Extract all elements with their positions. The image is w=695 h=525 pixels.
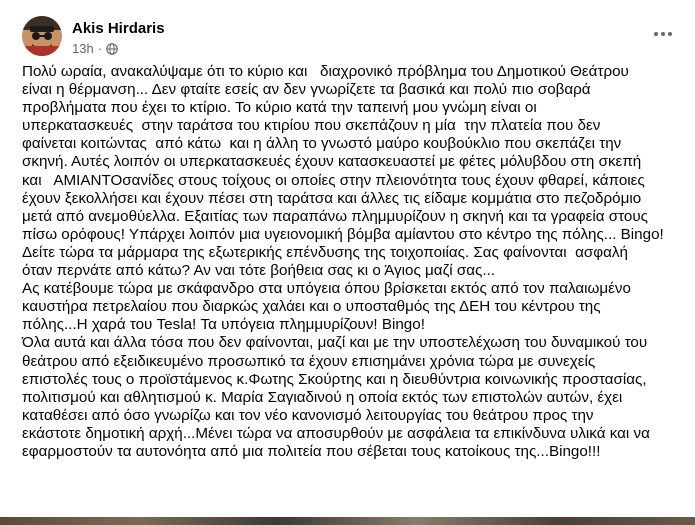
post-text-line: Ας κατέβουμε τώρα με σκάφανδρο στα υπόγεια όπου βρίσκεται εκτός από τον παλαιωμένο [22, 280, 631, 298]
post-meta [72, 41, 118, 56]
post-text-line: επιστολές τους ο προϊστάμενος κ.Φωτης Σκούρτης και η διευθύντρια κοινωνικής προστασίας, [22, 370, 647, 388]
more-options-icon[interactable] [651, 24, 675, 44]
post-text-line: είναι η θέρμανση... Δεν φταίτε εσείς αν δεν γνωρίζετε τα βασικά και πολύ πιο σοβαρά [22, 81, 591, 99]
avatar-image [22, 16, 62, 56]
post-text-line: Όλα αυτά και άλλα τόσα που δεν φαίνονται, μαζί και με την υποστελέχωση του δυναμικού του [22, 334, 648, 352]
post-text-line: όταν περνάτε από κάτω? Αν ναι τότε βοήθεια σας κι ο Άγιος μαζί σας... [22, 262, 495, 280]
author-avatar[interactable] [22, 16, 62, 56]
post-timestamp[interactable]: 13h [72, 41, 94, 56]
author-name[interactable]: Akis Hirdaris [72, 20, 165, 37]
post-text-line: πίσω ορόφους! Υπάρχει λοιπόν μια υγειονομική βόμβα αμίαντου στο κέντρο της πόλης... Bingo! [22, 225, 664, 243]
post-header [18, 14, 681, 58]
post-text-line: πολιτισμού και αθλητισμού κ. Μαρία Σαγιαδινού η οποία εκτός των επιστολών αυτών, έχει [22, 388, 623, 406]
post-text-line: εκάστοτε δημοτική αρχή...Μένει τώρα να αποσυρθούν με ασφάλεια τα επικίνδυνα υλικά και να [22, 424, 650, 442]
post-image-preview[interactable] [0, 517, 695, 525]
post-text-line: εφαρμοστούν τα αυτονόητα από μια πολιτεία που σέβεται τους κατοίκους της...Bingo!!! [22, 442, 601, 460]
post-text-line: προβλήματα που έχει το κτίριο. Το κύριο κατά την ταπεινή μου γνώμη είναι οι [22, 99, 537, 117]
post-text-line: Δείτε τώρα τα μάρμαρα της εξωτερικής επένδυσης της τοιχοποιίας. Σας φαίνονται ασφαλή [22, 243, 628, 261]
post-text-line: Πολύ ωραία, ανακαλύψαμε ότι το κύριο και διαχρονικό πρόβλημα του Δημοτικού Θεάτρου [22, 63, 629, 80]
post-text-line: πόλης...Η χαρά του Tesla! Τα υπόγεια πλημμυρίζουν! Bingo! [22, 316, 425, 334]
globe-icon [106, 43, 118, 55]
post-text-line: έχουν ξεκολλήσει και έχουν πέσει στη ταράτσα και άλλες τις είδαμε κομμάτια στο πεζοδρόμιο [22, 189, 642, 207]
post-text-line: φαίνεται κοιτώντας από κάτω και η άλλη το γνωστό μαύρο κουβούκλιο που σκεπάζει την [22, 135, 622, 153]
post-text-line: σκηνή. Αυτές λοιπόν οι υπερκατασκευές έχουν κατασκευαστεί με φέτες μόλυβδου στη σκεπή [22, 153, 642, 171]
post-text-line: υπερκατασκευές στην ταράτσα του κτιρίου που σκεπάζουν η μία την πλατεία που δεν [22, 117, 601, 135]
post-body [22, 63, 682, 461]
post-text-line: και ΑΜΙΑΝΤΟσανίδες στους τοίχους οι οποίες στην πλειονότητα τους έχουν φθαρεί, κάποιες [22, 171, 645, 189]
post-text-line: καυστήρα πετρελαίου που διαρκώς χαλάει και ο υποσταθμός της ΔΕΗ του κέντρου της [22, 298, 601, 316]
post-text-line: μετά από ανεμοθύελλα. Εξαιτίας των παραπάνω πλημμυρίζουν η σκηνή και τα γραφεία στους [22, 207, 648, 225]
post-text-line: καταθέσει από όσο γνωρίζω και τον νέο κανονισμό λειτουργίας του θεάτρου προς την [22, 406, 594, 424]
meta-separator: · [97, 41, 103, 56]
post-text-line: θεάτρου από εξειδικευμένο προσωπικό τα έχουν επισημάνει χρόνια τώρα με συνεχείς [22, 352, 596, 370]
